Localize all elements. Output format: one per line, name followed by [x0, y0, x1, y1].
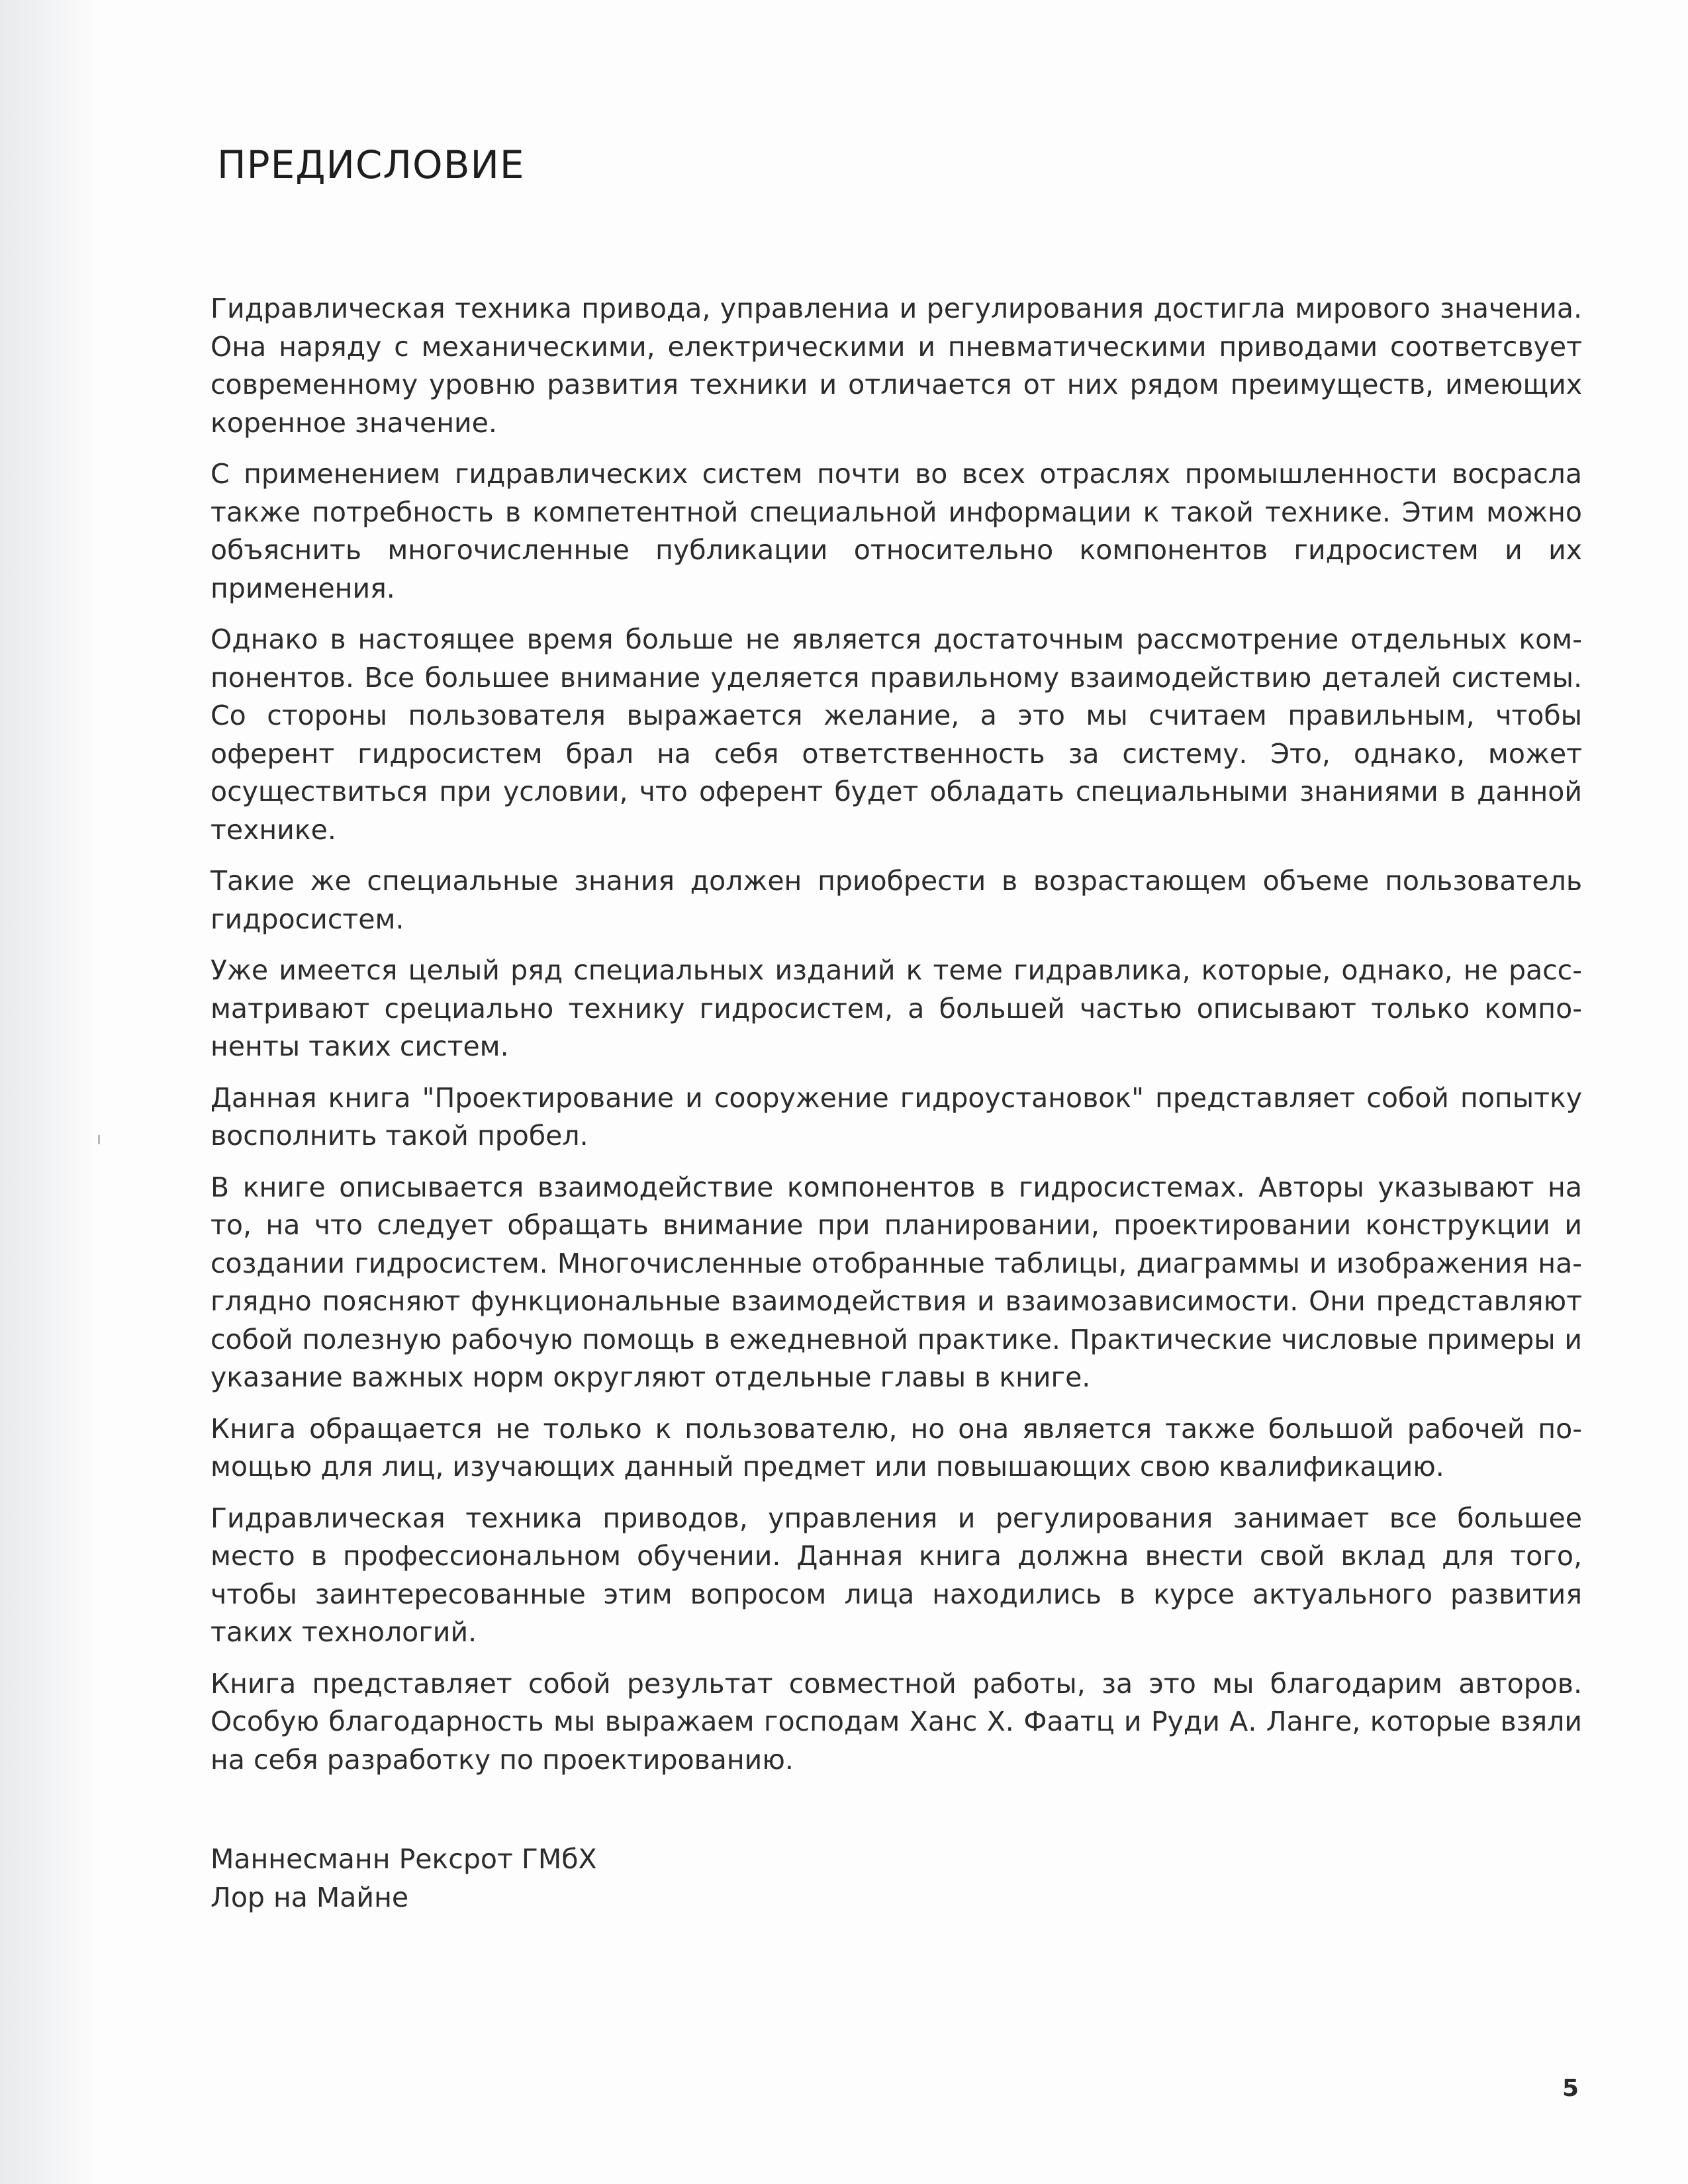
paragraph-9: Гидравлическая техника приводов, управления и регулирования занимает все большее место в профессиональном обучении. Данная книга должна внести свой вклад для того, чтобы заинтересованные этим вопросом лица находились в курсе актуального развития таких технологий. — [211, 1502, 1582, 1648]
scan-mark — [98, 1135, 100, 1144]
signature-location: Лор на Майне — [211, 1882, 409, 1913]
paragraph-7: В книге описывается взаимодействие компонентов в гидросистемах. Авторы указывают на то, на что следует обращать внимание при планировании, проектировании конструкции и создании гидросистем. Многочисленные отобранные таблицы, диаграммы и изображения наглядно поясняют функциональные взаимодействия и взаимозависимости. Они представляют собой полезную рабочую помощь в ежедневной практике. Практические числовые примеры и указание важных норм округляют отдельные главы в книге. — [211, 1171, 1582, 1393]
signature-block — [211, 1840, 597, 1917]
paragraph-5: Уже имеется целый ряд специальных изданий к теме гидравлика, которые, однако, не рассматривают срециально технику гидросистем, а большей частью описывают только компоненты таких систем. — [211, 954, 1582, 1062]
paragraph-8: Книга обращается не только к пользователю, но она является также большой рабочей помощью для лиц, изучающих данный предмет или повышающих свою квалификацию. — [211, 1412, 1582, 1482]
signature-company: Маннесманн Рексрот ГМбХ — [211, 1843, 597, 1875]
paragraph-1: Гидравлическая техника привода, управлениа и регулирования достигла мирового значениа. Она наряду с механическими, електрическими и пневматическими приводами соответсвует современному уровню развития техники и отличается от них рядом преимуществ, имеющих коренное значение. — [211, 293, 1582, 439]
paragraph-2: С применением гидравлических систем почти во всех отраслях промышленности восрасла также потребность в компетентной специальной информации к такой технике. Этим можно объяснить многочисленные публикации относительно компонентов гидросистем и их применения. — [211, 458, 1582, 604]
page-title: ПРЕДИСЛОВИЕ — [217, 142, 525, 187]
paragraph-10: Книга представляет собой результат совместной работы, за это мы благодарим авторов. Особую благодарность мы выражаем господам Ханс Х. Фаатц и Руди А. Ланге, которые взяли на себя разработку по проектированию. — [211, 1667, 1582, 1776]
paragraph-6: Данная книга "Проектирование и сооружение гидроустановок" представляет собой попытку восполнить такой пробел. — [211, 1081, 1582, 1152]
paragraph-4: Такие же специальные знания должен приобрести в возрастающем объеме пользователь гидросистем. — [211, 865, 1582, 935]
binding-shadow — [0, 0, 99, 2184]
preface-body — [211, 290, 1582, 1792]
page-number: 5 — [1562, 2075, 1579, 2102]
paragraph-3: Однако в настоящее время больше не является достаточным рассмотрение отдельных компонентов. Все большее внимание уделяется правильному взаимодействию деталей системы. Со стороны пользователя выражается желание, а это мы считаем правильным, чтобы оферент гидросистем брал на себя ответственность за систему. Это, однако, может осуществиться при условии, что оферент будет обладать специальными знаниями в данной технике. — [211, 623, 1582, 846]
